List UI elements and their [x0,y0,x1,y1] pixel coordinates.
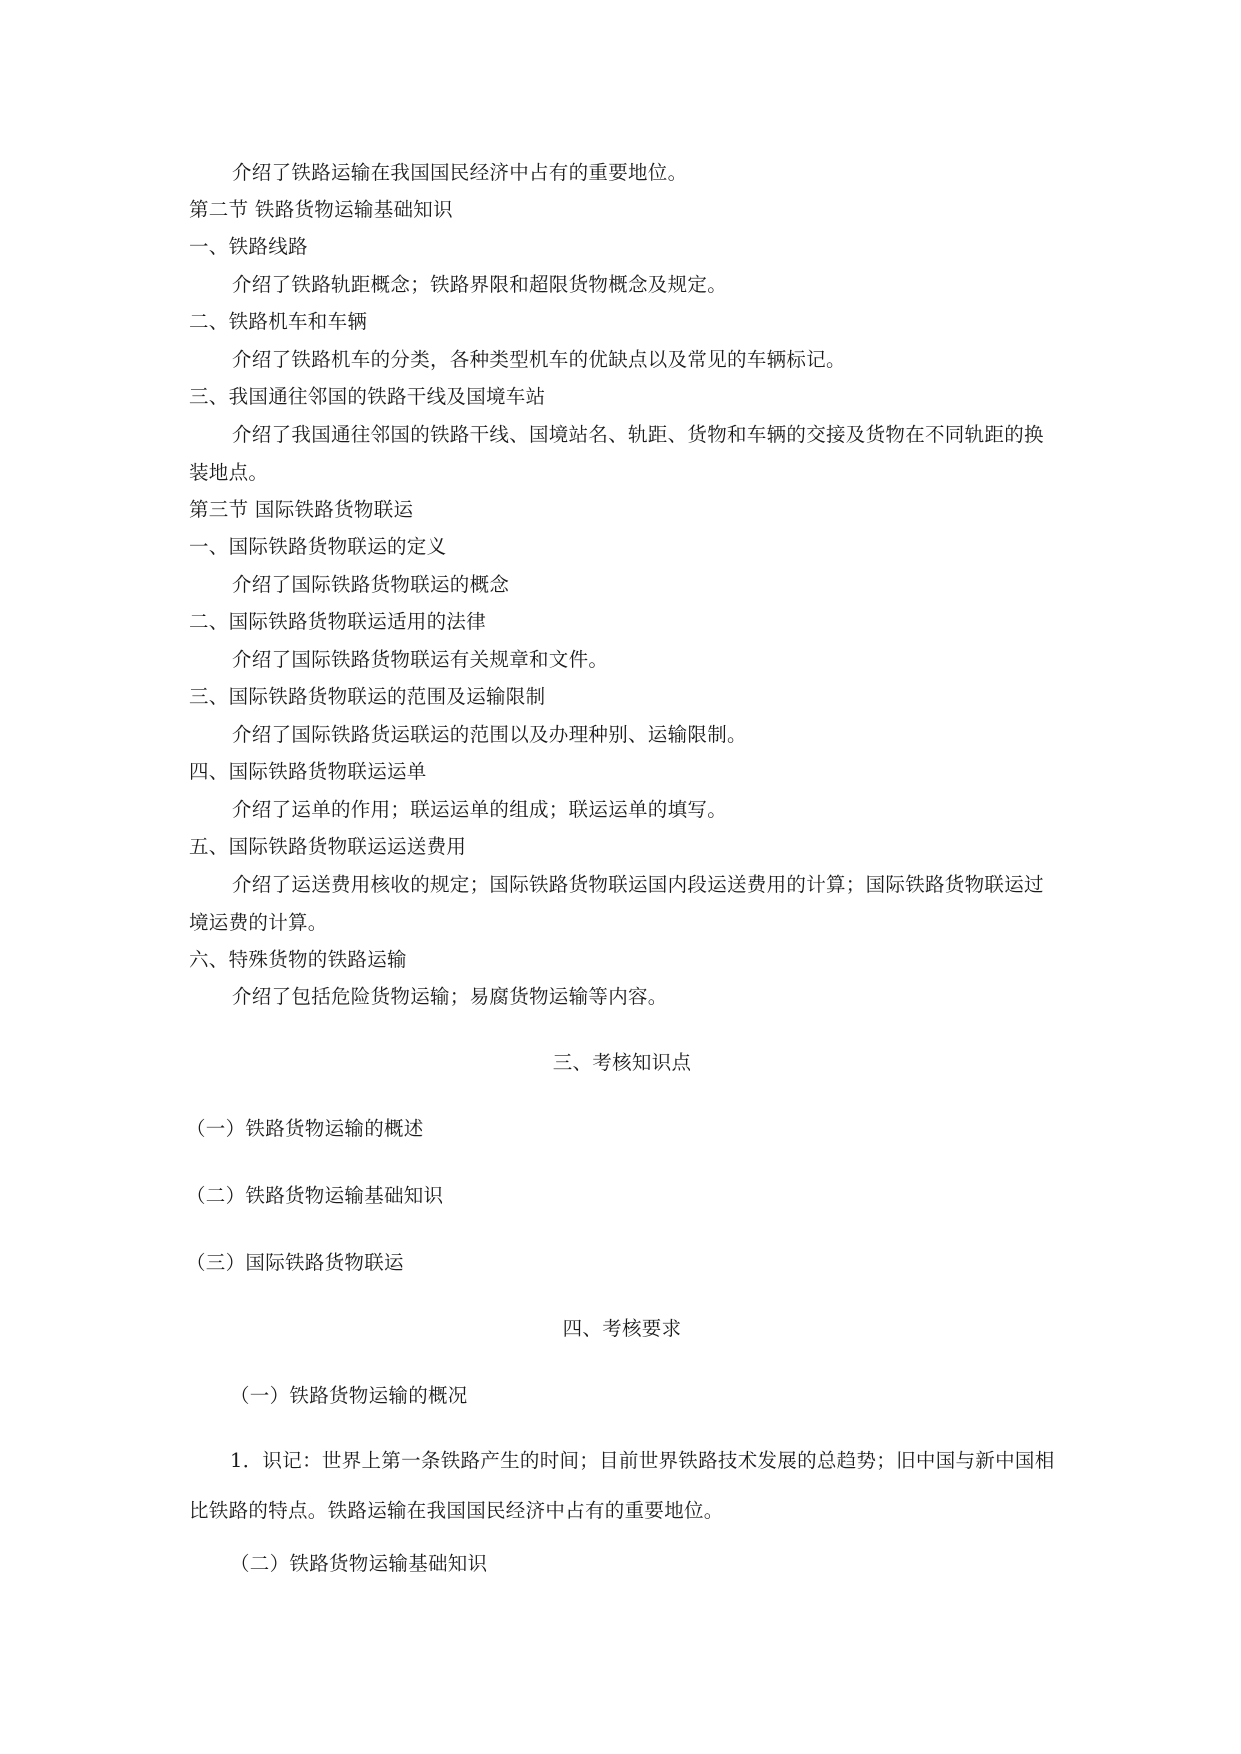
knowledge-point-item: （二）铁路货物运输基础知识 [186,1184,444,1207]
paragraph-line: 介绍了国际铁路货物联运有关规章和文件。 [232,648,609,671]
subsection-heading: 四、国际铁路货物联运运单 [189,760,427,783]
subsection-heading: 二、铁路机车和车辆 [189,310,368,333]
paragraph: 介绍了我国通往邻国的铁路干线、国境站名、轨距、货物和车辆的交接及货物在不同轨距的换装地点。 [189,423,1044,484]
requirement-subheading: （二）铁路货物运输基础知识 [230,1552,488,1575]
subsection-heading: 二、国际铁路货物联运适用的法律 [189,610,487,633]
subsection-heading: 一、国际铁路货物联运的定义 [189,535,447,558]
paragraph-line: 介绍了国际铁路货运联运的范围以及办理种别、运输限制。 [232,723,747,746]
paragraph-line: 介绍了铁路轨距概念；铁路界限和超限货物概念及规定。 [232,273,728,296]
subsection-heading: 一、铁路线路 [189,235,308,258]
paragraph-line: 介绍了包括危险货物运输；易腐货物运输等内容。 [232,985,668,1008]
paragraph-line: 介绍了铁路机车的分类，各种类型机车的优缺点以及常见的车辆标记。 [232,348,846,371]
paragraph-line: 介绍了运单的作用；联运运单的组成；联运运单的填写。 [232,798,728,821]
subsection-heading: 三、国际铁路货物联运的范围及运输限制 [189,685,546,708]
section-heading: 第二节 铁路货物运输基础知识 [189,198,453,221]
requirement-subheading: （一）铁路货物运输的概况 [230,1384,468,1407]
subsection-heading: 五、国际铁路货物联运运送费用 [189,835,467,858]
section-heading: 第三节 国际铁路货物联运 [189,498,414,521]
subsection-heading: 三、我国通往邻国的铁路干线及国境车站 [189,385,546,408]
paragraph: 介绍了运送费用核收的规定；国际铁路货物联运国内段运送费用的计算；国际铁路货物联运过境运费的计算。 [189,873,1044,934]
subsection-heading: 六、特殊货物的铁路运输 [189,948,407,971]
paragraph-line: 介绍了国际铁路货物联运的概念 [232,573,510,596]
section3-heading: 三、考核知识点 [552,1051,692,1074]
section4-heading: 四、考核要求 [562,1317,682,1340]
paragraph-line: 介绍了铁路运输在我国国民经济中占有的重要地位。 [232,161,688,184]
requirement-paragraph: 1．识记：世界上第一条铁路产生的时间；目前世界铁路技术发展的总趋势；旧中国与新中国相比铁路的特点。铁路运输在我国国民经济中占有的重要地位。 [189,1449,1055,1522]
knowledge-point-item: （三）国际铁路货物联运 [186,1251,404,1274]
knowledge-point-item: （一）铁路货物运输的概述 [186,1117,424,1140]
